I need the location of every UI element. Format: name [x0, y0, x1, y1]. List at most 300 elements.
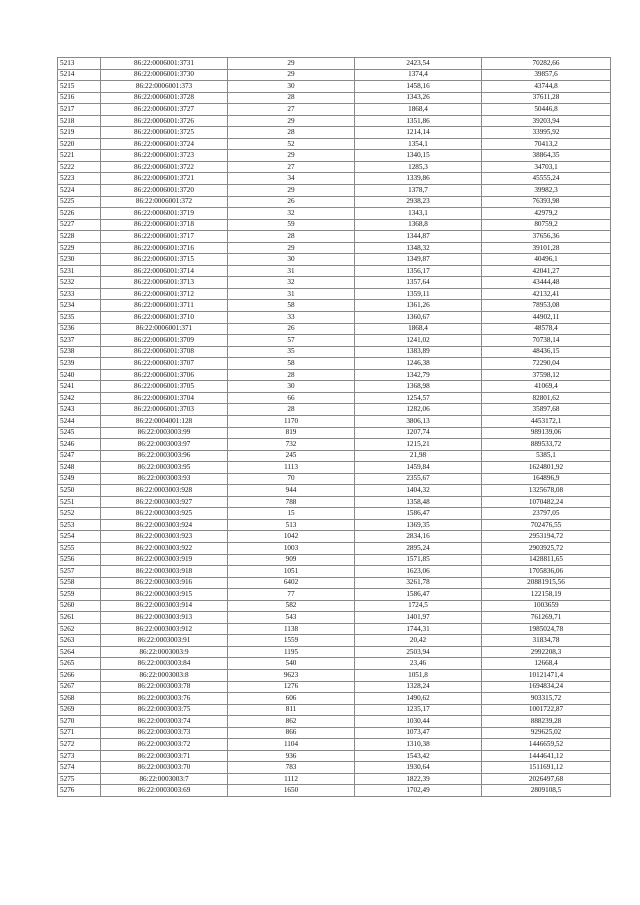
area-cell: 543 — [228, 612, 355, 624]
row-number-cell: 5246 — [58, 439, 101, 451]
row-number-cell: 5268 — [58, 693, 101, 705]
row-number-cell: 5249 — [58, 473, 101, 485]
table-row — [58, 231, 611, 243]
cadastral-value-cell: 1694834,24 — [482, 681, 611, 693]
specific-value-cell: 1214,14 — [355, 127, 482, 139]
specific-value-cell: 1374,4 — [355, 69, 482, 81]
row-number-cell: 5226 — [58, 208, 101, 220]
row-number-cell: 5276 — [58, 785, 101, 797]
area-cell: 58 — [228, 358, 355, 370]
cadastral-value-cell: 44902,11 — [482, 312, 611, 324]
cadastral-number-cell: 86:22:0006001:3719 — [101, 208, 228, 220]
row-number-cell: 5217 — [58, 104, 101, 116]
cadastral-number-cell: 86:22:0006001:3706 — [101, 369, 228, 381]
cadastral-value-cell: 37611,28 — [482, 92, 611, 104]
cadastral-number-cell: 86:22:0003003:9 — [101, 646, 228, 658]
specific-value-cell: 1241,02 — [355, 335, 482, 347]
cadastral-number-cell: 86:22:0003003:8 — [101, 669, 228, 681]
cadastral-number-cell: 86:22:0003003:7 — [101, 773, 228, 785]
area-cell: 513 — [228, 519, 355, 531]
cadastral-number-cell: 86:22:0003003:916 — [101, 577, 228, 589]
cadastral-value-cell: 888239,28 — [482, 716, 611, 728]
table-row — [58, 150, 611, 162]
cadastral-value-cell: 43444,48 — [482, 277, 611, 289]
table-row — [58, 254, 611, 266]
row-number-cell: 5264 — [58, 646, 101, 658]
table-row — [58, 462, 611, 474]
area-cell: 1650 — [228, 785, 355, 797]
row-number-cell: 5252 — [58, 508, 101, 520]
area-cell: 52 — [228, 138, 355, 150]
cadastral-number-cell: 86:22:0003003:93 — [101, 473, 228, 485]
table-row — [58, 646, 611, 658]
area-cell: 31 — [228, 265, 355, 277]
row-number-cell: 5253 — [58, 519, 101, 531]
row-number-cell: 5219 — [58, 127, 101, 139]
cadastral-value-cell: 31834,78 — [482, 635, 611, 647]
area-cell: 245 — [228, 450, 355, 462]
cadastral-value-cell: 39982,3 — [482, 185, 611, 197]
area-cell: 788 — [228, 496, 355, 508]
table-row — [58, 265, 611, 277]
area-cell: 28 — [228, 404, 355, 416]
table-body — [58, 58, 611, 797]
area-cell: 70 — [228, 473, 355, 485]
specific-value-cell: 1310,38 — [355, 739, 482, 751]
cadastral-number-cell: 86:22:0006001:3705 — [101, 381, 228, 393]
specific-value-cell: 1868,4 — [355, 323, 482, 335]
row-number-cell: 5250 — [58, 485, 101, 497]
table-row — [58, 404, 611, 416]
cadastral-value-cell: 70413,2 — [482, 138, 611, 150]
row-number-cell: 5233 — [58, 288, 101, 300]
cadastral-value-cell: 48436,15 — [482, 346, 611, 358]
cadastral-number-cell: 86:22:0003003:913 — [101, 612, 228, 624]
cadastral-value-cell: 37598,12 — [482, 369, 611, 381]
specific-value-cell: 1459,84 — [355, 462, 482, 474]
table-row — [58, 785, 611, 797]
table-row — [58, 635, 611, 647]
area-cell: 30 — [228, 81, 355, 93]
area-cell: 1195 — [228, 646, 355, 658]
table-row — [58, 669, 611, 681]
cadastral-value-cell: 1446659,52 — [482, 739, 611, 751]
specific-value-cell: 23,46 — [355, 658, 482, 670]
cadastral-number-cell: 86:22:0006001:3712 — [101, 288, 228, 300]
cadastral-value-cell: 70282,66 — [482, 58, 611, 70]
specific-value-cell: 2503,94 — [355, 646, 482, 658]
table-row — [58, 300, 611, 312]
specific-value-cell: 1073,47 — [355, 727, 482, 739]
table-row — [58, 427, 611, 439]
specific-value-cell: 1354,1 — [355, 138, 482, 150]
row-number-cell: 5245 — [58, 427, 101, 439]
area-cell: 58 — [228, 300, 355, 312]
area-cell: 28 — [228, 231, 355, 243]
cadastral-value-cell: 889533,72 — [482, 439, 611, 451]
cadastral-value-table — [57, 57, 611, 797]
row-number-cell: 5273 — [58, 750, 101, 762]
row-number-cell: 5269 — [58, 704, 101, 716]
area-cell: 862 — [228, 716, 355, 728]
row-number-cell: 5215 — [58, 81, 101, 93]
table-row — [58, 127, 611, 139]
specific-value-cell: 21,98 — [355, 450, 482, 462]
cadastral-number-cell: 86:22:0003003:74 — [101, 716, 228, 728]
table-row — [58, 450, 611, 462]
table-row — [58, 358, 611, 370]
cadastral-number-cell: 86:22:0006001:3728 — [101, 92, 228, 104]
row-number-cell: 5244 — [58, 415, 101, 427]
cadastral-number-cell: 86:22:0006001:3726 — [101, 115, 228, 127]
cadastral-number-cell: 86:22:0003003:71 — [101, 750, 228, 762]
area-cell: 582 — [228, 600, 355, 612]
table-row — [58, 727, 611, 739]
area-cell: 32 — [228, 277, 355, 289]
cadastral-value-cell: 70738,14 — [482, 335, 611, 347]
specific-value-cell: 1339,86 — [355, 173, 482, 185]
row-number-cell: 5270 — [58, 716, 101, 728]
area-cell: 783 — [228, 762, 355, 774]
cadastral-number-cell: 86:22:0006001:3710 — [101, 312, 228, 324]
cadastral-number-cell: 86:22:0006001:3716 — [101, 242, 228, 254]
area-cell: 30 — [228, 381, 355, 393]
cadastral-value-cell: 33995,92 — [482, 127, 611, 139]
cadastral-number-cell: 86:22:0003003:924 — [101, 519, 228, 531]
area-cell: 29 — [228, 69, 355, 81]
cadastral-value-cell: 2809108,5 — [482, 785, 611, 797]
cadastral-number-cell: 86:22:0003003:76 — [101, 693, 228, 705]
row-number-cell: 5241 — [58, 381, 101, 393]
table-row — [58, 750, 611, 762]
cadastral-value-cell: 78953,08 — [482, 300, 611, 312]
cadastral-value-cell: 42132,41 — [482, 288, 611, 300]
cadastral-value-cell: 50446,8 — [482, 104, 611, 116]
table-row — [58, 658, 611, 670]
area-cell: 32 — [228, 208, 355, 220]
area-cell: 26 — [228, 196, 355, 208]
cadastral-number-cell: 86:22:0003003:99 — [101, 427, 228, 439]
area-cell: 732 — [228, 439, 355, 451]
table-row — [58, 415, 611, 427]
table-row — [58, 81, 611, 93]
cadastral-number-cell: 86:22:0003003:91 — [101, 635, 228, 647]
cadastral-number-cell: 86:22:0006001:3713 — [101, 277, 228, 289]
cadastral-number-cell: 86:22:0006001:3731 — [101, 58, 228, 70]
cadastral-number-cell: 86:22:0003003:84 — [101, 658, 228, 670]
table-row — [58, 138, 611, 150]
row-number-cell: 5272 — [58, 739, 101, 751]
cadastral-number-cell: 86:22:0003003:95 — [101, 462, 228, 474]
cadastral-value-cell: 1705836,06 — [482, 566, 611, 578]
specific-value-cell: 1349,87 — [355, 254, 482, 266]
table-row — [58, 589, 611, 601]
table-row — [58, 161, 611, 173]
row-number-cell: 5267 — [58, 681, 101, 693]
cadastral-value-cell: 23797,05 — [482, 508, 611, 520]
cadastral-value-cell: 2026497,68 — [482, 773, 611, 785]
cadastral-value-cell: 1001722,87 — [482, 704, 611, 716]
cadastral-number-cell: 86:22:0003003:70 — [101, 762, 228, 774]
area-cell: 28 — [228, 92, 355, 104]
cadastral-value-cell: 42041,27 — [482, 265, 611, 277]
cadastral-number-cell: 86:22:0006001:3708 — [101, 346, 228, 358]
cadastral-value-cell: 37656,36 — [482, 231, 611, 243]
table-row — [58, 58, 611, 70]
table-row — [58, 693, 611, 705]
cadastral-number-cell: 86:22:0006001:3703 — [101, 404, 228, 416]
row-number-cell: 5262 — [58, 623, 101, 635]
area-cell: 1138 — [228, 623, 355, 635]
specific-value-cell: 1744,31 — [355, 623, 482, 635]
row-number-cell: 5257 — [58, 566, 101, 578]
cadastral-number-cell: 86:22:0003003:72 — [101, 739, 228, 751]
cadastral-value-cell: 929625,02 — [482, 727, 611, 739]
area-cell: 811 — [228, 704, 355, 716]
row-number-cell: 5243 — [58, 404, 101, 416]
table-row — [58, 323, 611, 335]
cadastral-value-cell: 2992208,3 — [482, 646, 611, 658]
row-number-cell: 5260 — [58, 600, 101, 612]
cadastral-number-cell: 86:22:0003003:78 — [101, 681, 228, 693]
cadastral-value-cell: 1511691,12 — [482, 762, 611, 774]
area-cell: 29 — [228, 58, 355, 70]
row-number-cell: 5242 — [58, 392, 101, 404]
table-row — [58, 473, 611, 485]
cadastral-number-cell: 86:22:0003003:928 — [101, 485, 228, 497]
cadastral-value-cell: 1985024,78 — [482, 623, 611, 635]
specific-value-cell: 1348,32 — [355, 242, 482, 254]
cadastral-number-cell: 86:22:0006001:3724 — [101, 138, 228, 150]
table-row — [58, 519, 611, 531]
cadastral-number-cell: 86:22:0006001:3723 — [101, 150, 228, 162]
cadastral-number-cell: 86:22:0003003:912 — [101, 623, 228, 635]
row-number-cell: 5254 — [58, 531, 101, 543]
specific-value-cell: 3806,13 — [355, 415, 482, 427]
cadastral-number-cell: 86:22:0006001:3718 — [101, 219, 228, 231]
specific-value-cell: 1868,4 — [355, 104, 482, 116]
specific-value-cell: 2895,24 — [355, 542, 482, 554]
cadastral-number-cell: 86:22:0003003:914 — [101, 600, 228, 612]
table-row — [58, 69, 611, 81]
specific-value-cell: 1543,42 — [355, 750, 482, 762]
area-cell: 1170 — [228, 415, 355, 427]
table-row — [58, 277, 611, 289]
cadastral-number-cell: 86:22:0003003:97 — [101, 439, 228, 451]
cadastral-value-cell: 2953194,72 — [482, 531, 611, 543]
area-cell: 30 — [228, 254, 355, 266]
row-number-cell: 5239 — [58, 358, 101, 370]
table-row — [58, 577, 611, 589]
row-number-cell: 5225 — [58, 196, 101, 208]
table-row — [58, 185, 611, 197]
row-number-cell: 5223 — [58, 173, 101, 185]
specific-value-cell: 1361,26 — [355, 300, 482, 312]
table-row — [58, 773, 611, 785]
specific-value-cell: 1586,47 — [355, 589, 482, 601]
row-number-cell: 5259 — [58, 589, 101, 601]
cadastral-value-cell: 1003659 — [482, 600, 611, 612]
area-cell: 540 — [228, 658, 355, 670]
specific-value-cell: 1246,38 — [355, 358, 482, 370]
table-row — [58, 531, 611, 543]
table-row — [58, 439, 611, 451]
cadastral-value-cell: 39101,28 — [482, 242, 611, 254]
cadastral-number-cell: 86:22:0006001:3730 — [101, 69, 228, 81]
specific-value-cell: 1930,64 — [355, 762, 482, 774]
row-number-cell: 5275 — [58, 773, 101, 785]
specific-value-cell: 1358,48 — [355, 496, 482, 508]
cadastral-number-cell: 86:22:0003003:75 — [101, 704, 228, 716]
table-row — [58, 762, 611, 774]
table-row — [58, 600, 611, 612]
cadastral-number-cell: 86:22:0006001:3727 — [101, 104, 228, 116]
specific-value-cell: 1344,87 — [355, 231, 482, 243]
table-row — [58, 392, 611, 404]
row-number-cell: 5255 — [58, 542, 101, 554]
cadastral-value-cell: 42979,2 — [482, 208, 611, 220]
table-row — [58, 704, 611, 716]
table-row — [58, 485, 611, 497]
specific-value-cell: 2834,16 — [355, 531, 482, 543]
row-number-cell: 5261 — [58, 612, 101, 624]
cadastral-number-cell: 86:22:0006001:3725 — [101, 127, 228, 139]
specific-value-cell: 1490,62 — [355, 693, 482, 705]
row-number-cell: 5221 — [58, 150, 101, 162]
specific-value-cell: 1359,11 — [355, 288, 482, 300]
specific-value-cell: 1343,1 — [355, 208, 482, 220]
area-cell: 1276 — [228, 681, 355, 693]
cadastral-value-cell: 122158,19 — [482, 589, 611, 601]
table-row — [58, 381, 611, 393]
table-row — [58, 196, 611, 208]
specific-value-cell: 1702,49 — [355, 785, 482, 797]
table-row — [58, 346, 611, 358]
table-row — [58, 612, 611, 624]
specific-value-cell: 3261,78 — [355, 577, 482, 589]
cadastral-number-cell: 86:22:0006001:3711 — [101, 300, 228, 312]
table-row — [58, 312, 611, 324]
table-row — [58, 335, 611, 347]
table-row — [58, 288, 611, 300]
area-cell: 15 — [228, 508, 355, 520]
row-number-cell: 5232 — [58, 277, 101, 289]
specific-value-cell: 1822,39 — [355, 773, 482, 785]
area-cell: 29 — [228, 150, 355, 162]
specific-value-cell: 1254,57 — [355, 392, 482, 404]
table-row — [58, 219, 611, 231]
specific-value-cell: 1215,21 — [355, 439, 482, 451]
area-cell: 34 — [228, 173, 355, 185]
cadastral-value-cell: 35897,68 — [482, 404, 611, 416]
row-number-cell: 5218 — [58, 115, 101, 127]
cadastral-number-cell: 86:22:0006001:3717 — [101, 231, 228, 243]
specific-value-cell: 1378,7 — [355, 185, 482, 197]
specific-value-cell: 1369,35 — [355, 519, 482, 531]
cadastral-value-cell: 45555,24 — [482, 173, 611, 185]
row-number-cell: 5265 — [58, 658, 101, 670]
row-number-cell: 5216 — [58, 92, 101, 104]
row-number-cell: 5263 — [58, 635, 101, 647]
row-number-cell: 5274 — [58, 762, 101, 774]
area-cell: 29 — [228, 115, 355, 127]
cadastral-number-cell: 86:22:0003003:73 — [101, 727, 228, 739]
table-row — [58, 623, 611, 635]
cadastral-value-cell: 5385,1 — [482, 450, 611, 462]
cadastral-value-cell: 40496,1 — [482, 254, 611, 266]
specific-value-cell: 1285,3 — [355, 161, 482, 173]
area-cell: 1051 — [228, 566, 355, 578]
area-cell: 1003 — [228, 542, 355, 554]
row-number-cell: 5224 — [58, 185, 101, 197]
cadastral-value-cell: 43744,8 — [482, 81, 611, 93]
area-cell: 77 — [228, 589, 355, 601]
cadastral-value-cell: 76393,98 — [482, 196, 611, 208]
cadastral-number-cell: 86:22:0006001:372 — [101, 196, 228, 208]
row-number-cell: 5248 — [58, 462, 101, 474]
cadastral-value-cell: 34703,1 — [482, 161, 611, 173]
row-number-cell: 5236 — [58, 323, 101, 335]
cadastral-number-cell: 86:22:0006001:3707 — [101, 358, 228, 370]
area-cell: 606 — [228, 693, 355, 705]
cadastral-value-cell: 1070482,24 — [482, 496, 611, 508]
cadastral-value-cell: 10121471,4 — [482, 669, 611, 681]
cadastral-number-cell: 86:22:0003003:923 — [101, 531, 228, 543]
cadastral-number-cell: 86:22:0003003:922 — [101, 542, 228, 554]
cadastral-value-cell: 72290,04 — [482, 358, 611, 370]
cadastral-number-cell: 86:22:0003003:925 — [101, 508, 228, 520]
specific-value-cell: 1351,86 — [355, 115, 482, 127]
cadastral-number-cell: 86:22:0004001:128 — [101, 415, 228, 427]
table-row — [58, 115, 611, 127]
cadastral-value-cell: 4453172,1 — [482, 415, 611, 427]
specific-value-cell: 1724,5 — [355, 600, 482, 612]
table-row — [58, 566, 611, 578]
cadastral-value-cell: 903315,72 — [482, 693, 611, 705]
area-cell: 28 — [228, 127, 355, 139]
area-cell: 31 — [228, 288, 355, 300]
table-row — [58, 508, 611, 520]
cadastral-number-cell: 86:22:0003003:915 — [101, 589, 228, 601]
row-number-cell: 5214 — [58, 69, 101, 81]
area-cell: 944 — [228, 485, 355, 497]
cadastral-value-cell: 1428811,65 — [482, 554, 611, 566]
row-number-cell: 5237 — [58, 335, 101, 347]
area-cell: 29 — [228, 185, 355, 197]
cadastral-value-cell: 164896,9 — [482, 473, 611, 485]
table-row — [58, 242, 611, 254]
specific-value-cell: 1340,15 — [355, 150, 482, 162]
area-cell: 27 — [228, 161, 355, 173]
area-cell: 57 — [228, 335, 355, 347]
cadastral-value-cell: 39857,6 — [482, 69, 611, 81]
table-row — [58, 208, 611, 220]
specific-value-cell: 2938,23 — [355, 196, 482, 208]
specific-value-cell: 1207,74 — [355, 427, 482, 439]
specific-value-cell: 1235,17 — [355, 704, 482, 716]
row-number-cell: 5230 — [58, 254, 101, 266]
area-cell: 819 — [228, 427, 355, 439]
table-row — [58, 716, 611, 728]
table-row — [58, 542, 611, 554]
specific-value-cell: 1404,32 — [355, 485, 482, 497]
specific-value-cell: 1051,8 — [355, 669, 482, 681]
cadastral-number-cell: 86:22:0006001:3720 — [101, 185, 228, 197]
specific-value-cell: 1571,85 — [355, 554, 482, 566]
area-cell: 33 — [228, 312, 355, 324]
specific-value-cell: 1342,79 — [355, 369, 482, 381]
row-number-cell: 5251 — [58, 496, 101, 508]
